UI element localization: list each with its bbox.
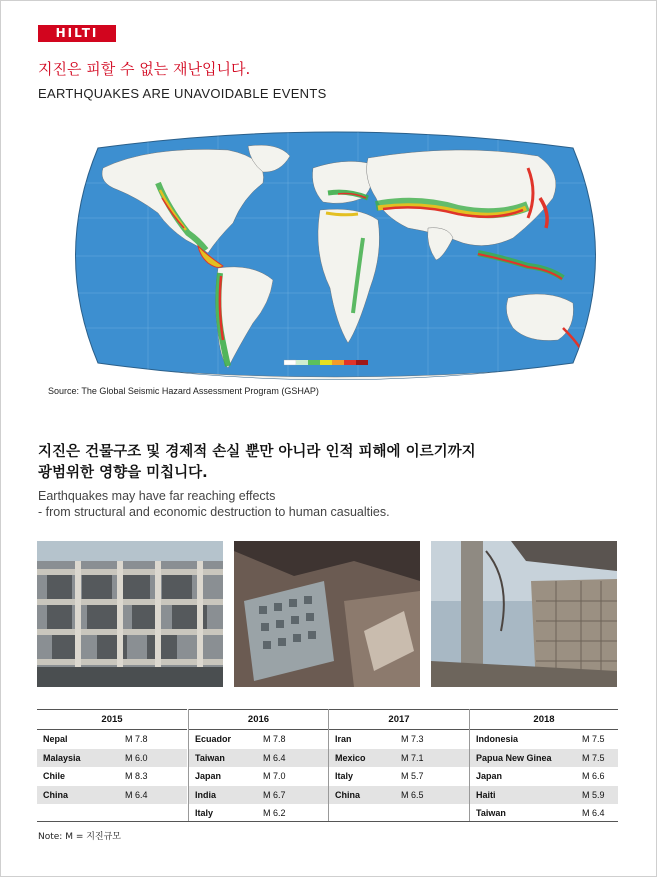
country-name: Italy <box>335 771 354 781</box>
table-note: Note: M = 지진규모 <box>38 832 122 842</box>
country-name: Mexico <box>335 752 366 763</box>
hilti-logo: HILTI <box>38 25 116 42</box>
table-row <box>189 730 328 749</box>
year-header: 2015 <box>37 709 187 730</box>
country-name: Malaysia <box>43 752 81 763</box>
table-row <box>37 786 187 805</box>
country-name: India <box>195 789 217 800</box>
year-column-2017 <box>329 709 469 804</box>
year-column-2015 <box>37 709 187 804</box>
magnitude: M 6.5 <box>401 789 424 800</box>
table-row <box>470 786 618 805</box>
table-row <box>470 767 618 786</box>
country-name: Papua New Ginea <box>476 752 552 763</box>
year-header: 2018 <box>470 709 618 730</box>
map-source-caption: Source: The Global Seismic Hazard Assessment Program (GSHAP) <box>48 386 319 396</box>
subheading-korean-line2: 광범위한 영향을 미칩니다. <box>38 465 208 481</box>
subheading-korean-line1: 지진은 건물구조 및 경제적 손실 뿐만 아니라 인적 피해에 이르기까지 <box>38 444 476 460</box>
country-name: China <box>335 789 361 800</box>
country-name: Iran <box>335 734 352 744</box>
magnitude: M 6.6 <box>582 771 605 781</box>
country-name: Nepal <box>43 734 68 744</box>
collapsed-structure-photo <box>431 541 617 687</box>
year-column-2018 <box>470 709 618 823</box>
heading-korean: 지진은 피할 수 없는 재난입니다. <box>38 60 251 78</box>
magnitude: M 7.5 <box>582 752 605 763</box>
country-name: Japan <box>195 771 222 781</box>
magnitude: M 6.4 <box>125 789 148 800</box>
magnitude: M 6.7 <box>263 789 286 800</box>
table-row <box>470 749 618 768</box>
magnitude: M 6.4 <box>263 752 286 763</box>
country-name: Italy <box>195 808 214 818</box>
magnitude: M 6.4 <box>582 808 605 818</box>
country-name: Indonesia <box>476 734 519 744</box>
table-bottom-rule <box>37 821 618 822</box>
hazard-legend <box>284 360 368 365</box>
magnitude: M 7.3 <box>401 734 424 744</box>
table-row <box>329 767 469 786</box>
table-row <box>37 767 187 786</box>
magnitude: M 7.8 <box>263 734 286 744</box>
country-name: Taiwan <box>476 808 506 818</box>
country-name: Ecuador <box>195 734 232 744</box>
magnitude: M 6.0 <box>125 752 148 763</box>
year-header: 2017 <box>329 709 469 730</box>
table-row <box>470 730 618 749</box>
table-row <box>189 749 328 768</box>
magnitude: M 8.3 <box>125 771 148 781</box>
table-row <box>189 767 328 786</box>
magnitude: M 7.5 <box>582 734 605 744</box>
country-name: Taiwan <box>195 752 225 763</box>
table-row <box>37 749 187 768</box>
magnitude: M 7.1 <box>401 752 424 763</box>
damaged-equipment-photo <box>234 541 420 687</box>
table-row <box>329 730 469 749</box>
heading-english: EARTHQUAKES ARE UNAVOIDABLE EVENTS <box>38 86 327 101</box>
subheading-english-line2: - from structural and economic destruction to human casualties. <box>38 505 390 519</box>
country-name: China <box>43 789 69 800</box>
table-row <box>189 804 328 823</box>
seismic-hazard-world-map <box>58 128 613 383</box>
magnitude: M 7.0 <box>263 771 286 781</box>
magnitude: M 5.9 <box>582 789 605 800</box>
magnitude: M 7.8 <box>125 734 148 744</box>
country-name: Japan <box>476 771 503 781</box>
damaged-building-photo <box>37 541 223 687</box>
table-row <box>470 804 618 823</box>
table-row <box>329 786 469 805</box>
country-name: Haiti <box>476 789 496 800</box>
country-name: Chile <box>43 771 66 781</box>
subheading-korean <box>38 442 618 484</box>
subheading-english <box>38 488 618 520</box>
table-row <box>37 730 187 749</box>
year-column-2016 <box>189 709 328 823</box>
magnitude: M 6.2 <box>263 808 286 818</box>
magnitude: M 5.7 <box>401 771 424 781</box>
table-row <box>189 786 328 805</box>
year-header: 2016 <box>189 709 328 730</box>
table-row <box>329 749 469 768</box>
subheading-english-line1: Earthquakes may have far reaching effects <box>38 489 276 503</box>
